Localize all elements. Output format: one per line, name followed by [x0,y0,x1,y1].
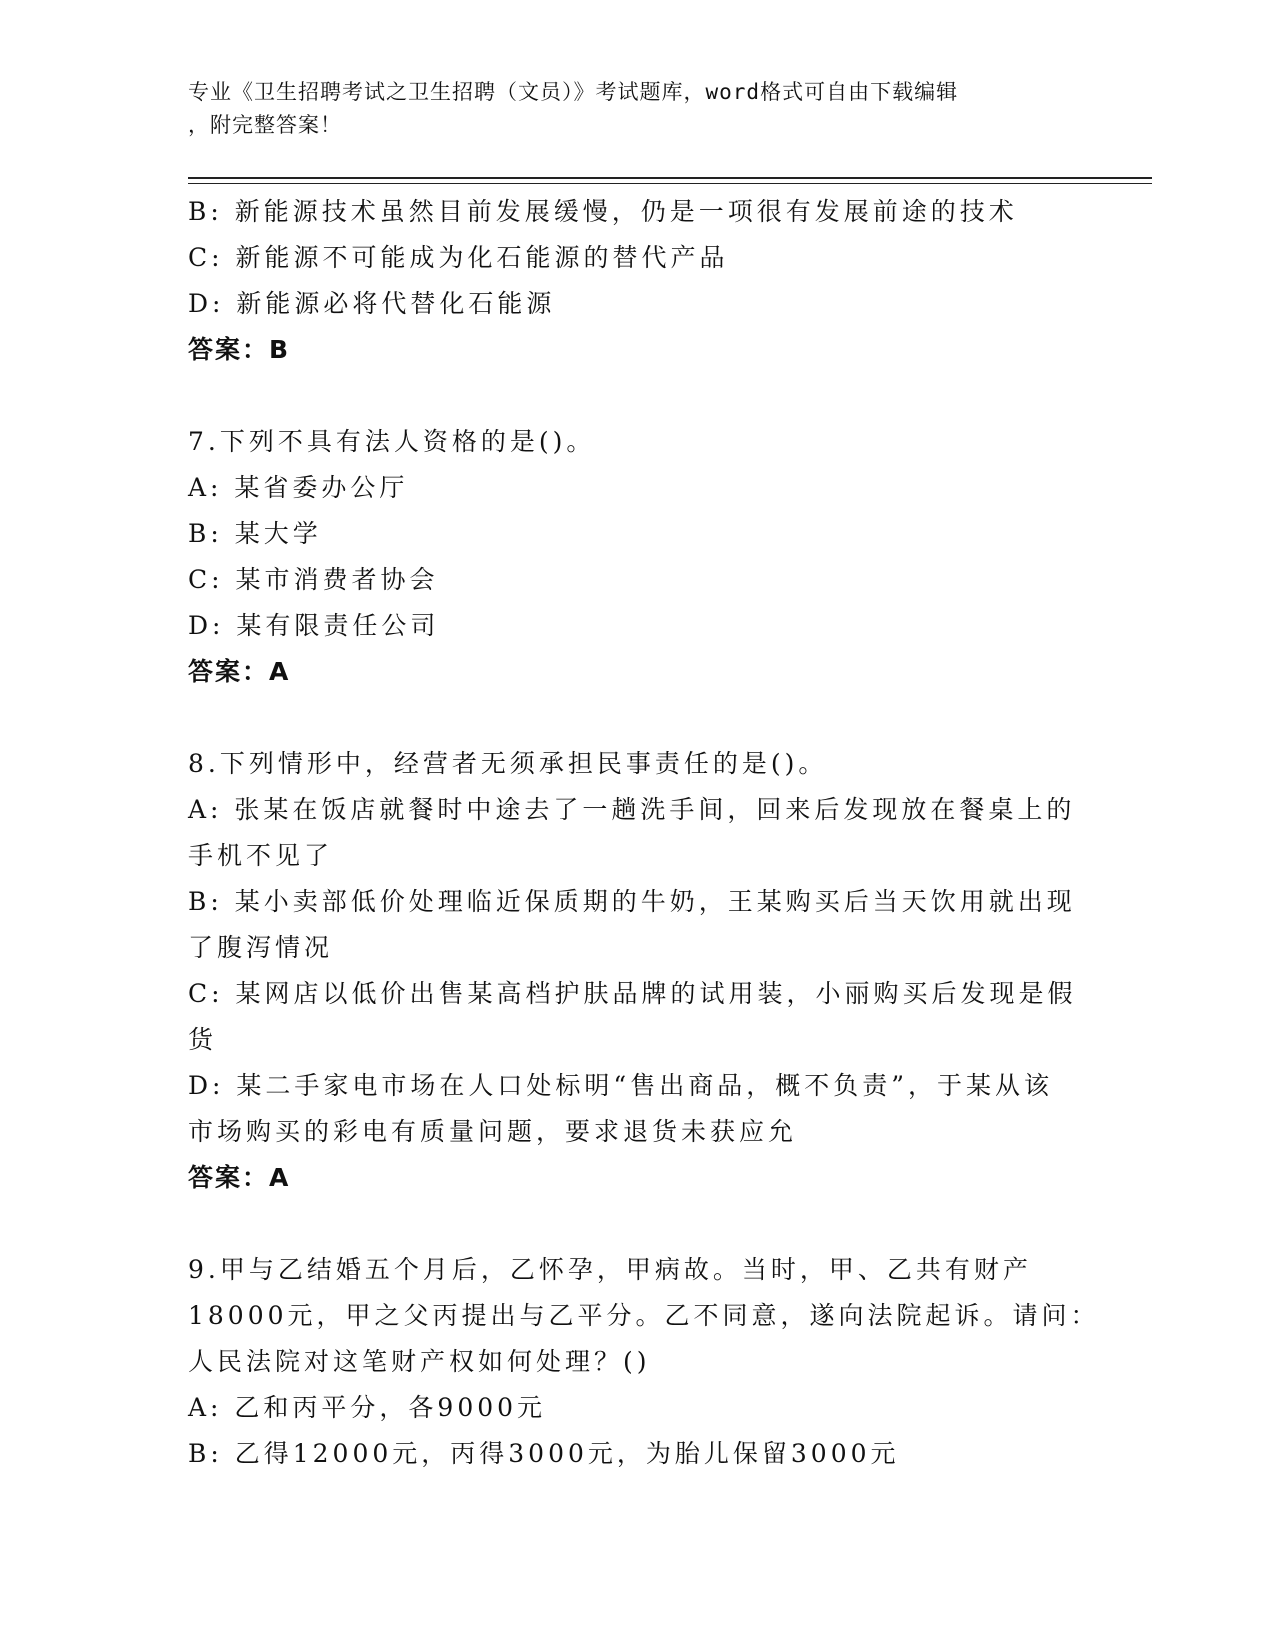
q9-question-line-3: 人民法院对这笔财产权如何处理？() [188,1347,651,1376]
q8-option-d-line-1: D: 某二手家电市场在人口处标明“售出商品，概不负责”，于某从该 [188,1071,1053,1100]
q9-option-b: B: 乙得12000元，丙得3000元，为胎儿保留3000元 [188,1439,900,1468]
question-9 [188,1247,1100,1477]
header-divider-top [188,177,1152,179]
q9-question-line-1: 9.甲与乙结婚五个月后，乙怀孕，甲病故。当时，甲、乙共有财产 [188,1255,1032,1284]
q7-option-d: D: 某有限责任公司 [188,611,440,640]
q8-option-b-line-2: 了腹泻情况 [188,933,334,962]
question-6-continued [188,189,1088,373]
question-8 [188,741,1088,1201]
spacer [188,695,1088,741]
q6-option-d: D: 新能源必将代替化石能源 [188,289,556,318]
document-header [188,76,1088,142]
q7-option-a: A: 某省委办公厅 [188,473,409,502]
q8-option-c-line-1: C: 某网店以低价出售某高档护肤品牌的试用装，小丽购买后发现是假 [188,979,1077,1008]
q7-question: 7.下列不具有法人资格的是()。 [188,427,596,456]
q6-option-c: C: 新能源不可能成为化石能源的替代产品 [188,243,729,272]
spacer [188,1201,1088,1247]
q8-option-d-line-2: 市场购买的彩电有质量问题，要求退货未获应允 [188,1117,798,1146]
q8-option-b-line-1: B: 某小卖部低价处理临近保质期的牛奶，王某购买后当天饮用就出现 [188,887,1076,916]
question-list [188,189,1100,1477]
q8-question: 8.下列情形中，经营者无须承担民事责任的是()。 [188,749,828,778]
spacer [188,373,1088,419]
q7-option-b: B: 某大学 [188,519,322,548]
question-7 [188,419,1088,695]
q8-option-a-line-2: 手机不见了 [188,841,334,870]
q8-option-c-line-2: 货 [188,1025,218,1054]
q7-option-c: C: 某市消费者协会 [188,565,439,594]
q7-answer: 答案：A [188,657,291,686]
header-divider-bottom [188,183,1152,184]
q8-option-a-line-1: A: 张某在饭店就餐时中途去了一趟洗手间，回来后发现放在餐桌上的 [188,795,1076,824]
q9-option-a: A: 乙和丙平分，各9000元 [188,1393,547,1422]
q8-answer: 答案：A [188,1163,291,1192]
header-line-1: 专业《卫生招聘考试之卫生招聘（文员）》考试题库，word格式可自由下载编辑 [188,80,959,104]
q6-answer: 答案：B [188,335,291,364]
header-line-2: ，附完整答案！ [188,113,342,137]
q6-option-b: B: 新能源技术虽然目前发展缓慢，仍是一项很有发展前途的技术 [188,197,1018,226]
q9-question-line-2: 18000元，甲之父丙提出与乙平分。乙不同意，遂向法院起诉。请问： [188,1301,1100,1330]
